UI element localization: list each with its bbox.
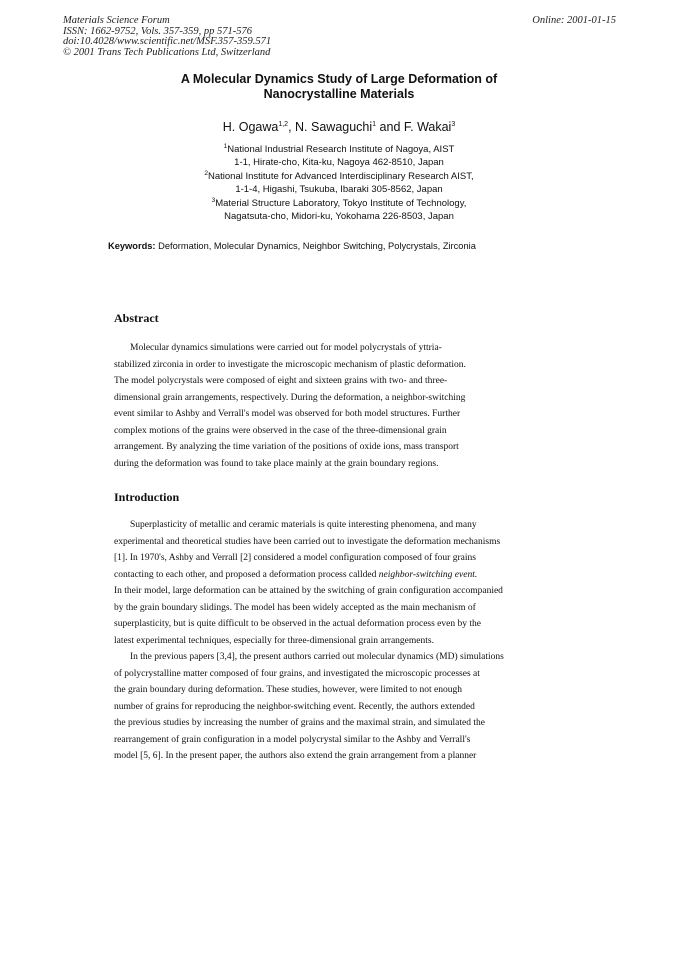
author-separator: and (376, 120, 404, 134)
online-date: Online: 2001-01-15 (532, 15, 616, 26)
affil-line: Material Structure Laboratory, Tokyo Institute of Technology, (215, 198, 467, 210)
author-name: H. Ogawa (222, 120, 279, 134)
affiliation-1 (0, 141, 678, 169)
introduction-body (114, 517, 554, 765)
affiliation-3 (0, 195, 678, 223)
abstract-line: complex motions of the grains were observed in the case of the three-dimensional grain (114, 425, 447, 436)
title-line-2: Nanocrystalline Materials (263, 87, 415, 101)
intro-line: [1]. In 1970's, Ashby and Verrall [2] considered a model configuration composed of four grains (114, 553, 476, 563)
author-separator: , (288, 120, 296, 134)
intro-line: of polycrystalline matter composed of four grains, and investigated the microscopic processes at (114, 668, 480, 679)
author-list (0, 120, 678, 134)
author-affil-mark: 1,2 (278, 120, 289, 128)
intro-line: model [5, 6]. In the present paper, the authors also extend the grain arrangement from a planner (114, 751, 477, 761)
affil-mark: 3 (211, 197, 216, 204)
abstract-line: stabilized zirconia in order to investigate the microscopic mechanism of plastic deformation. (114, 359, 466, 370)
intro-line: latest experimental techniques, especially for three-dimensional grain arrangements. (114, 635, 434, 646)
copyright-line: © 2001 Trans Tech Publications Ltd, Switzerland (63, 46, 271, 58)
intro-line: the previous studies by increasing the number of grains and the maximal strain, and simulated the (114, 718, 485, 728)
affiliation-2 (0, 168, 678, 196)
intro-line: experimental and theoretical studies have been carried out to investigate the deformation mechanisms (114, 536, 501, 547)
issn-line: ISSN: 1662-9752, Vols. 357-359, pp 571-576 (63, 25, 252, 37)
abstract-line: Molecular dynamics simulations were carried out for model polycrystals of yttria- (130, 343, 442, 353)
intro-line: Superplasticity of metallic and ceramic materials is quite interesting phenomena, and many (130, 520, 477, 530)
introduction-heading: Introduction (114, 490, 180, 504)
intro-line: In the previous papers [3,4], the present authors carried out molecular dynamics (MD) simulations (130, 652, 504, 662)
intro-line: In their model, large deformation can be attained by the switching of grain configuration accompanied (114, 586, 503, 596)
running-header (63, 16, 271, 58)
affil-line: National Institute for Advanced Interdisciplinary Research AIST, (208, 171, 474, 183)
abstract-line: dimensional grain arrangements, respectively. During the deformation, a neighbor-switching (114, 392, 466, 403)
author-name: N. Sawaguchi (295, 120, 373, 134)
intro-line: rearrangement of grain configuration in a model polycrystal similar to the Ashby and Verrall's (114, 734, 471, 745)
keywords (108, 241, 476, 251)
intro-line: by the grain boundary slidings. The model has been widely accepted as the main mechanism of (114, 602, 476, 613)
doi-line: doi:10.4028/www.scientific.net/MSF.357-359.571 (63, 36, 272, 47)
affil-address: 1-1, Hirate-cho, Kita-ku, Nagoya 462-8510, Japan (234, 156, 444, 168)
keywords-text: Deformation, Molecular Dynamics, Neighbor Switching, Polycrystals, Zirconia (158, 241, 476, 251)
paper-title (0, 72, 678, 102)
emphasized-term: neighbor-switching event. (378, 569, 478, 580)
abstract-body (114, 340, 554, 472)
author-name: F. Wakai (403, 120, 452, 134)
affil-address: Nagatsuta-cho, Midori-ku, Yokohama 226-8503, Japan (224, 210, 454, 222)
abstract-heading: Abstract (114, 311, 159, 325)
intro-line-with-emphasis (114, 567, 554, 584)
abstract-line: The model polycrystals were composed of eight and sixteen grains with two- and three- (114, 376, 448, 386)
abstract-line: arrangement. By analyzing the time variation of the positions of oxide ions, mass transport (114, 442, 459, 452)
journal-name: Materials Science Forum (63, 15, 170, 26)
intro-line: superplasticity, but is quite difficult to be observed in the actual deformation process even by the (114, 619, 481, 629)
abstract-line: during the deformation was found to take place mainly at the grain boundary regions. (114, 458, 439, 469)
abstract-line: event similar to Ashby and Verrall's model was observed for both model structures. Further (114, 409, 461, 419)
affil-mark: 1 (223, 143, 228, 150)
title-line-1: A Molecular Dynamics Study of Large Deformation of (180, 72, 498, 86)
intro-line-text: contacting to each other, and proposed a deformation process callded (114, 569, 379, 580)
affil-line: National Industrial Research Institute of Nagoya, AIST (227, 144, 455, 156)
affil-address: 1-1-4, Higashi, Tsukuba, Ibaraki 305-8562, Japan (235, 183, 443, 195)
author-affil-mark: 3 (451, 120, 456, 128)
affil-mark: 2 (204, 170, 208, 177)
keywords-label: Keywords: (108, 241, 156, 251)
author-affil-mark: 1 (372, 120, 377, 128)
intro-line: number of grains for reproducing the neighbor-switching event. Recently, the authors extended (114, 701, 475, 712)
intro-line: the grain boundary during deformation. These studies, however, were limited to not enough (114, 685, 462, 695)
